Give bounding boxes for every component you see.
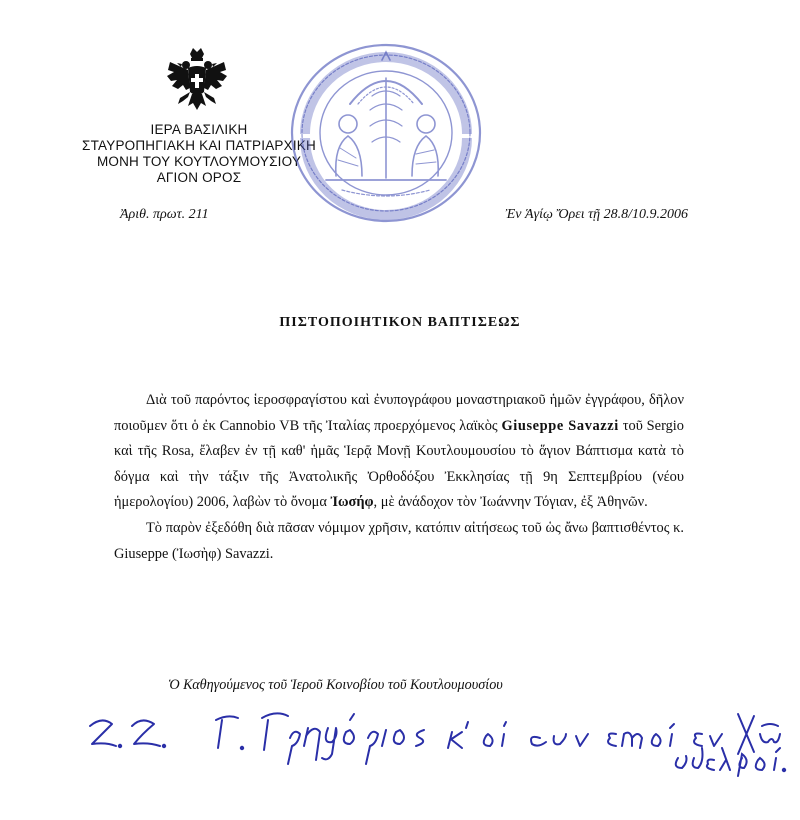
paragraph-text: Διὰ τοῦ παρόντος ἱεροσφραγίστου καὶ ἐνυπογράφου μοναστηριακοῦ ἡμῶν ἐγγράφου, δῆλον ποιοῦμεν ὅτι ὁ ἐκ Cannobio VB τῆς Ἰταλίας προερχόμενος λαϊκὸς [114, 392, 684, 434]
monastery-line: ΙΕΡΑ ΒΑΣΙΛΙΚΗ [150, 122, 248, 137]
protocol-number: Ἀριθ. πρωτ. 211 [120, 207, 209, 222]
certificate-body [114, 388, 684, 567]
document-date: Ἐν Ἁγίῳ Ὄρει τῇ 28.8/10.9.2006 [505, 207, 688, 222]
paragraph-text: , μὲ ἀνάδοχον τὸν Ἰωάννην Τόγιαν, ἐξ Ἀθηνῶν. [373, 494, 648, 511]
monastery-line: ΜΟΝΗ ΤΟΥ ΚΟΥΤΛΟΥΜΟΥΣΙΟΥ [96, 154, 302, 169]
certificate-title: ΠΙΣΤΟΠΟΙΗΤΙΚΟΝ ΒΑΠΤΙΣΕΩΣ [279, 315, 521, 330]
monastery-seal-stamp [286, 38, 486, 228]
paragraph-issuance: Τὸ παρὸν ἐξεδόθη διὰ πᾶσαν νόμιμον χρῆσιν, κατόπιν αἰτήσεως τοῦ ὡς ἄνω βαπτισθέντος κ. Giuseppe (Ἰωσὴφ) Savazzi. [114, 519, 684, 562]
double-headed-eagle-icon [166, 48, 228, 116]
baptized-name: Giuseppe Savazzi [501, 417, 619, 434]
paragraph-main [114, 388, 684, 516]
monastery-line: ΑΓΙΟΝ ΟΡΟΣ [156, 170, 242, 185]
handwritten-signature [82, 698, 792, 778]
abbot-title: Ὁ Καθηγούμενος τοῦ Ἱεροῦ Κοινοβίου τοῦ Κουτλουμουσίου [168, 677, 503, 693]
baptismal-name: Ἰωσήφ [330, 494, 374, 511]
monastery-line: ΣΤΑΥΡΟΠΗΓΙΑΚΗ ΚΑΙ ΠΑΤΡΙΑΡΧΙΚΗ [82, 138, 316, 153]
paragraph-text: τοῦ Sergio καὶ τῆς Rosa, ἔλαβεν ἐν τῇ καθ' ἡμᾶς Ἱερᾷ Μονῇ Κουτλουμουσίου τὸ ἅγιον Βάπτισμα κατὰ τὸ δόγμα καὶ τὴν τάξιν τῆς Ἀνατολικῆς Ὀρθοδόξου Ἐκκλησίας τῇ 9η Σεπτεμβρίου (νέου ἡμερολογίου) 2006, λαβὼν τὸ ὄνομα [114, 417, 684, 511]
